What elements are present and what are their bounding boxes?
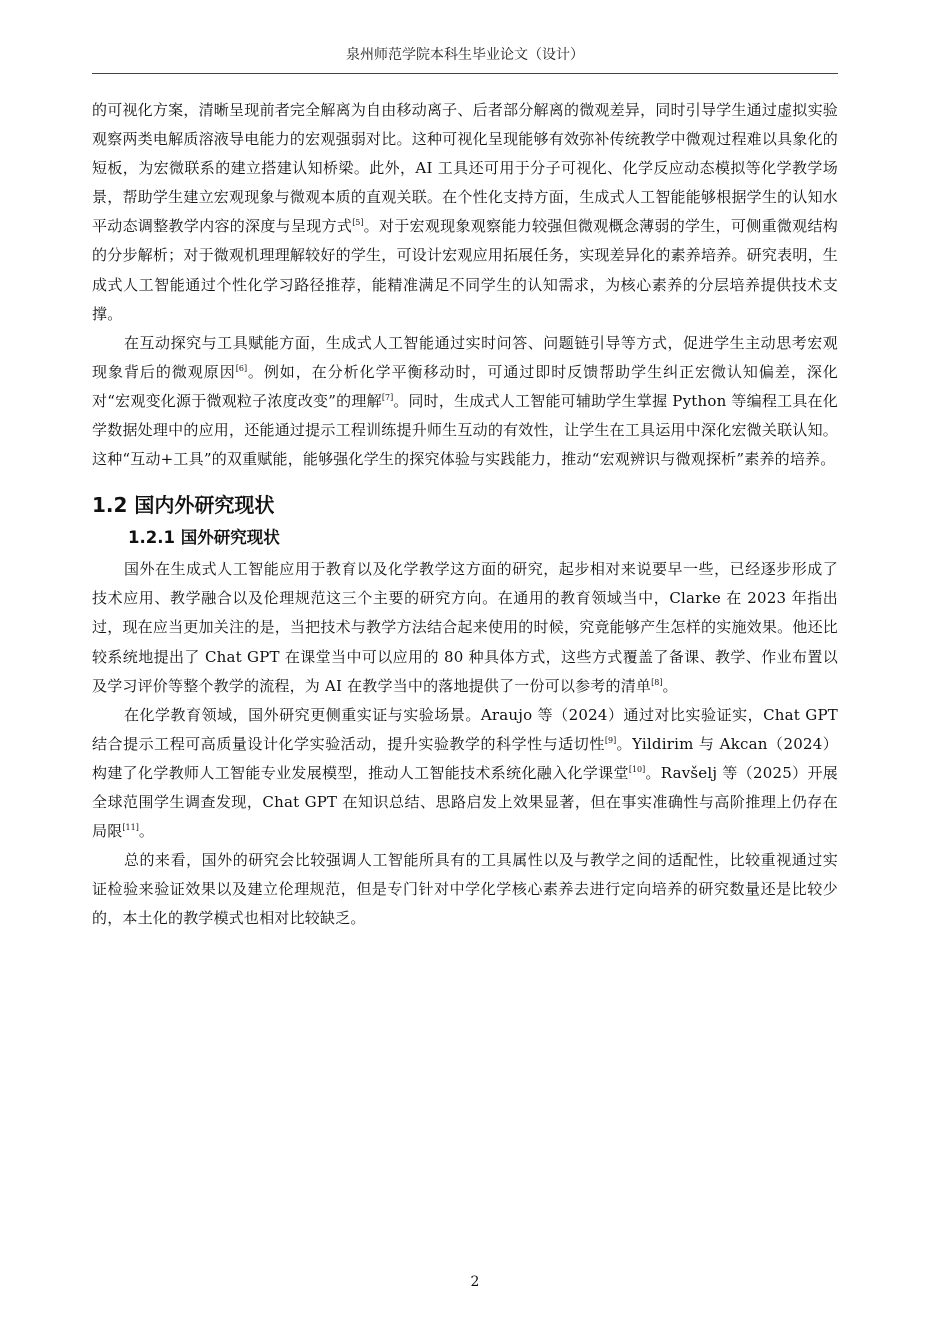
paragraph-text: 国外在生成式人工智能应用于教育以及化学教学这方面的研究，起步相对来说要早一些，已经逐步形成了技术应用、教学融合以及伦理规范这三个主要的研究方向。在通用的教育领域当中，Clarke 在 2023 年指出过，现在应当更加关注的是，当把技术与教学方法结合起来使用的时候，究竟能够产生怎样的实施效果。他还比较系统地提出了 Chat GPT 在课堂当中可以应用的 80 种具体方式，这些方式覆盖了备课、教学、作业布置以及学习评价等整个教学的流程，为 AI 在教学当中的落地提供了一份可以参考的清单 [92,560,838,695]
header-rule [92,73,838,74]
paragraph-chemistry-education [92,701,838,846]
paragraph-visualization [92,96,838,329]
citation-5: [5] [352,218,364,228]
paragraph-interaction [92,329,838,474]
page-header: 泉州师范学院本科生毕业论文（设计） [346,47,584,63]
subsection-heading: 1.2.1 国外研究现状 [128,528,280,548]
paragraph-text: 。Ravšelj 等（2025）开展全球范围学生调查发现，Chat GPT 在知识总结、思路启发上效果显著，但在事实准确性与高阶推理上仍存在局限 [92,763,838,841]
paragraph-text: 。例如，在分析化学平衡移动时，可通过即时反馈帮助学生纠正宏微认知偏差，深化对“宏观变化源于微观粒子浓度改变”的理解 [92,362,838,410]
paragraph-text: 的可视化方案，清晰呈现前者完全解离为自由移动离子、后者部分解离的微观差异，同时引导学生通过虚拟实验观察两类电解质溶液导电能力的宏观强弱对比。这种可视化呈现能够有效弥补传统教学中微观过程难以具象化的短板，为宏微联系的建立搭建认知桥梁。此外，AI 工具还可用于分子可视化、化学反应动态模拟等化学教学场景，帮助学生建立宏观现象与微观本质的直观关联。在个性化支持方面，生成式人工智能能够根据学生的认知水平动态调整教学内容的深度与呈现方式 [92,101,838,236]
paragraph-text: 。同时，生成式人工智能可辅助学生掌握 Python 等编程工具在化学数据处理中的应用，还能通过提示工程训练提升师生互动的有效性，让学生在工具运用中深化宏微关联认知。这种“互动+工具”的双重赋能，能够强化学生的探究体验与实践能力，推动“宏观辨识与微观探析”素养的培养。 [92,391,838,469]
page-body [92,96,838,933]
citation-6: [6] [235,363,248,373]
paragraph-text: 。 [138,822,155,841]
paragraph-text: 总的来看，国外的研究会比较强调人工智能所具有的工具属性以及与教学之间的适配性，比较重视通过实证检验来验证效果以及建立伦理规范，但是专门针对中学化学核心素养去进行定向培养的研究数量还是比较少的，本土化的教学模式也相对比较缺乏。 [92,851,838,928]
citation-9: [9] [604,735,617,745]
paragraph-text: 。Yildirim 与 Akcan（2024）构建了化学教师人工智能专业发展模型，推动人工智能技术系统化融入化学课堂 [92,734,838,782]
paragraph-text: 在化学教育领域，国外研究更侧重实证与实验场景。Araujo 等（2024）通过对比实验证实，Chat GPT 结合提示工程可高质量设计化学实验活动，提升实验教学的科学性与适切性 [92,705,838,753]
citation-10: [10] [628,764,646,774]
paragraph-foreign-overview [92,555,838,700]
section-heading: 1.2 国内外研究现状 [92,493,275,518]
citation-7: [7] [381,392,394,402]
paragraph-summary [92,846,838,933]
citation-8: [8] [651,677,663,687]
citation-11: [11] [122,823,139,833]
paragraph-text: 。对于宏观现象观察能力较强但微观概念薄弱的学生，可侧重微观结构的分步解析；对于微观机理理解较好的学生，可设计宏观应用拓展任务，实现差异化的素养培养。研究表明，生成式人工智能通过个性化学习路径推荐，能精准满足不同学生的认知需求，为核心素养的分层培养提供技术支撑。 [92,217,838,323]
paragraph-text: 在互动探究与工具赋能方面，生成式人工智能通过实时问答、问题链引导等方式，促进学生主动思考宏观现象背后的微观原因 [92,333,838,381]
page-number: 2 [470,1274,480,1290]
paragraph-text: 。 [662,676,678,695]
